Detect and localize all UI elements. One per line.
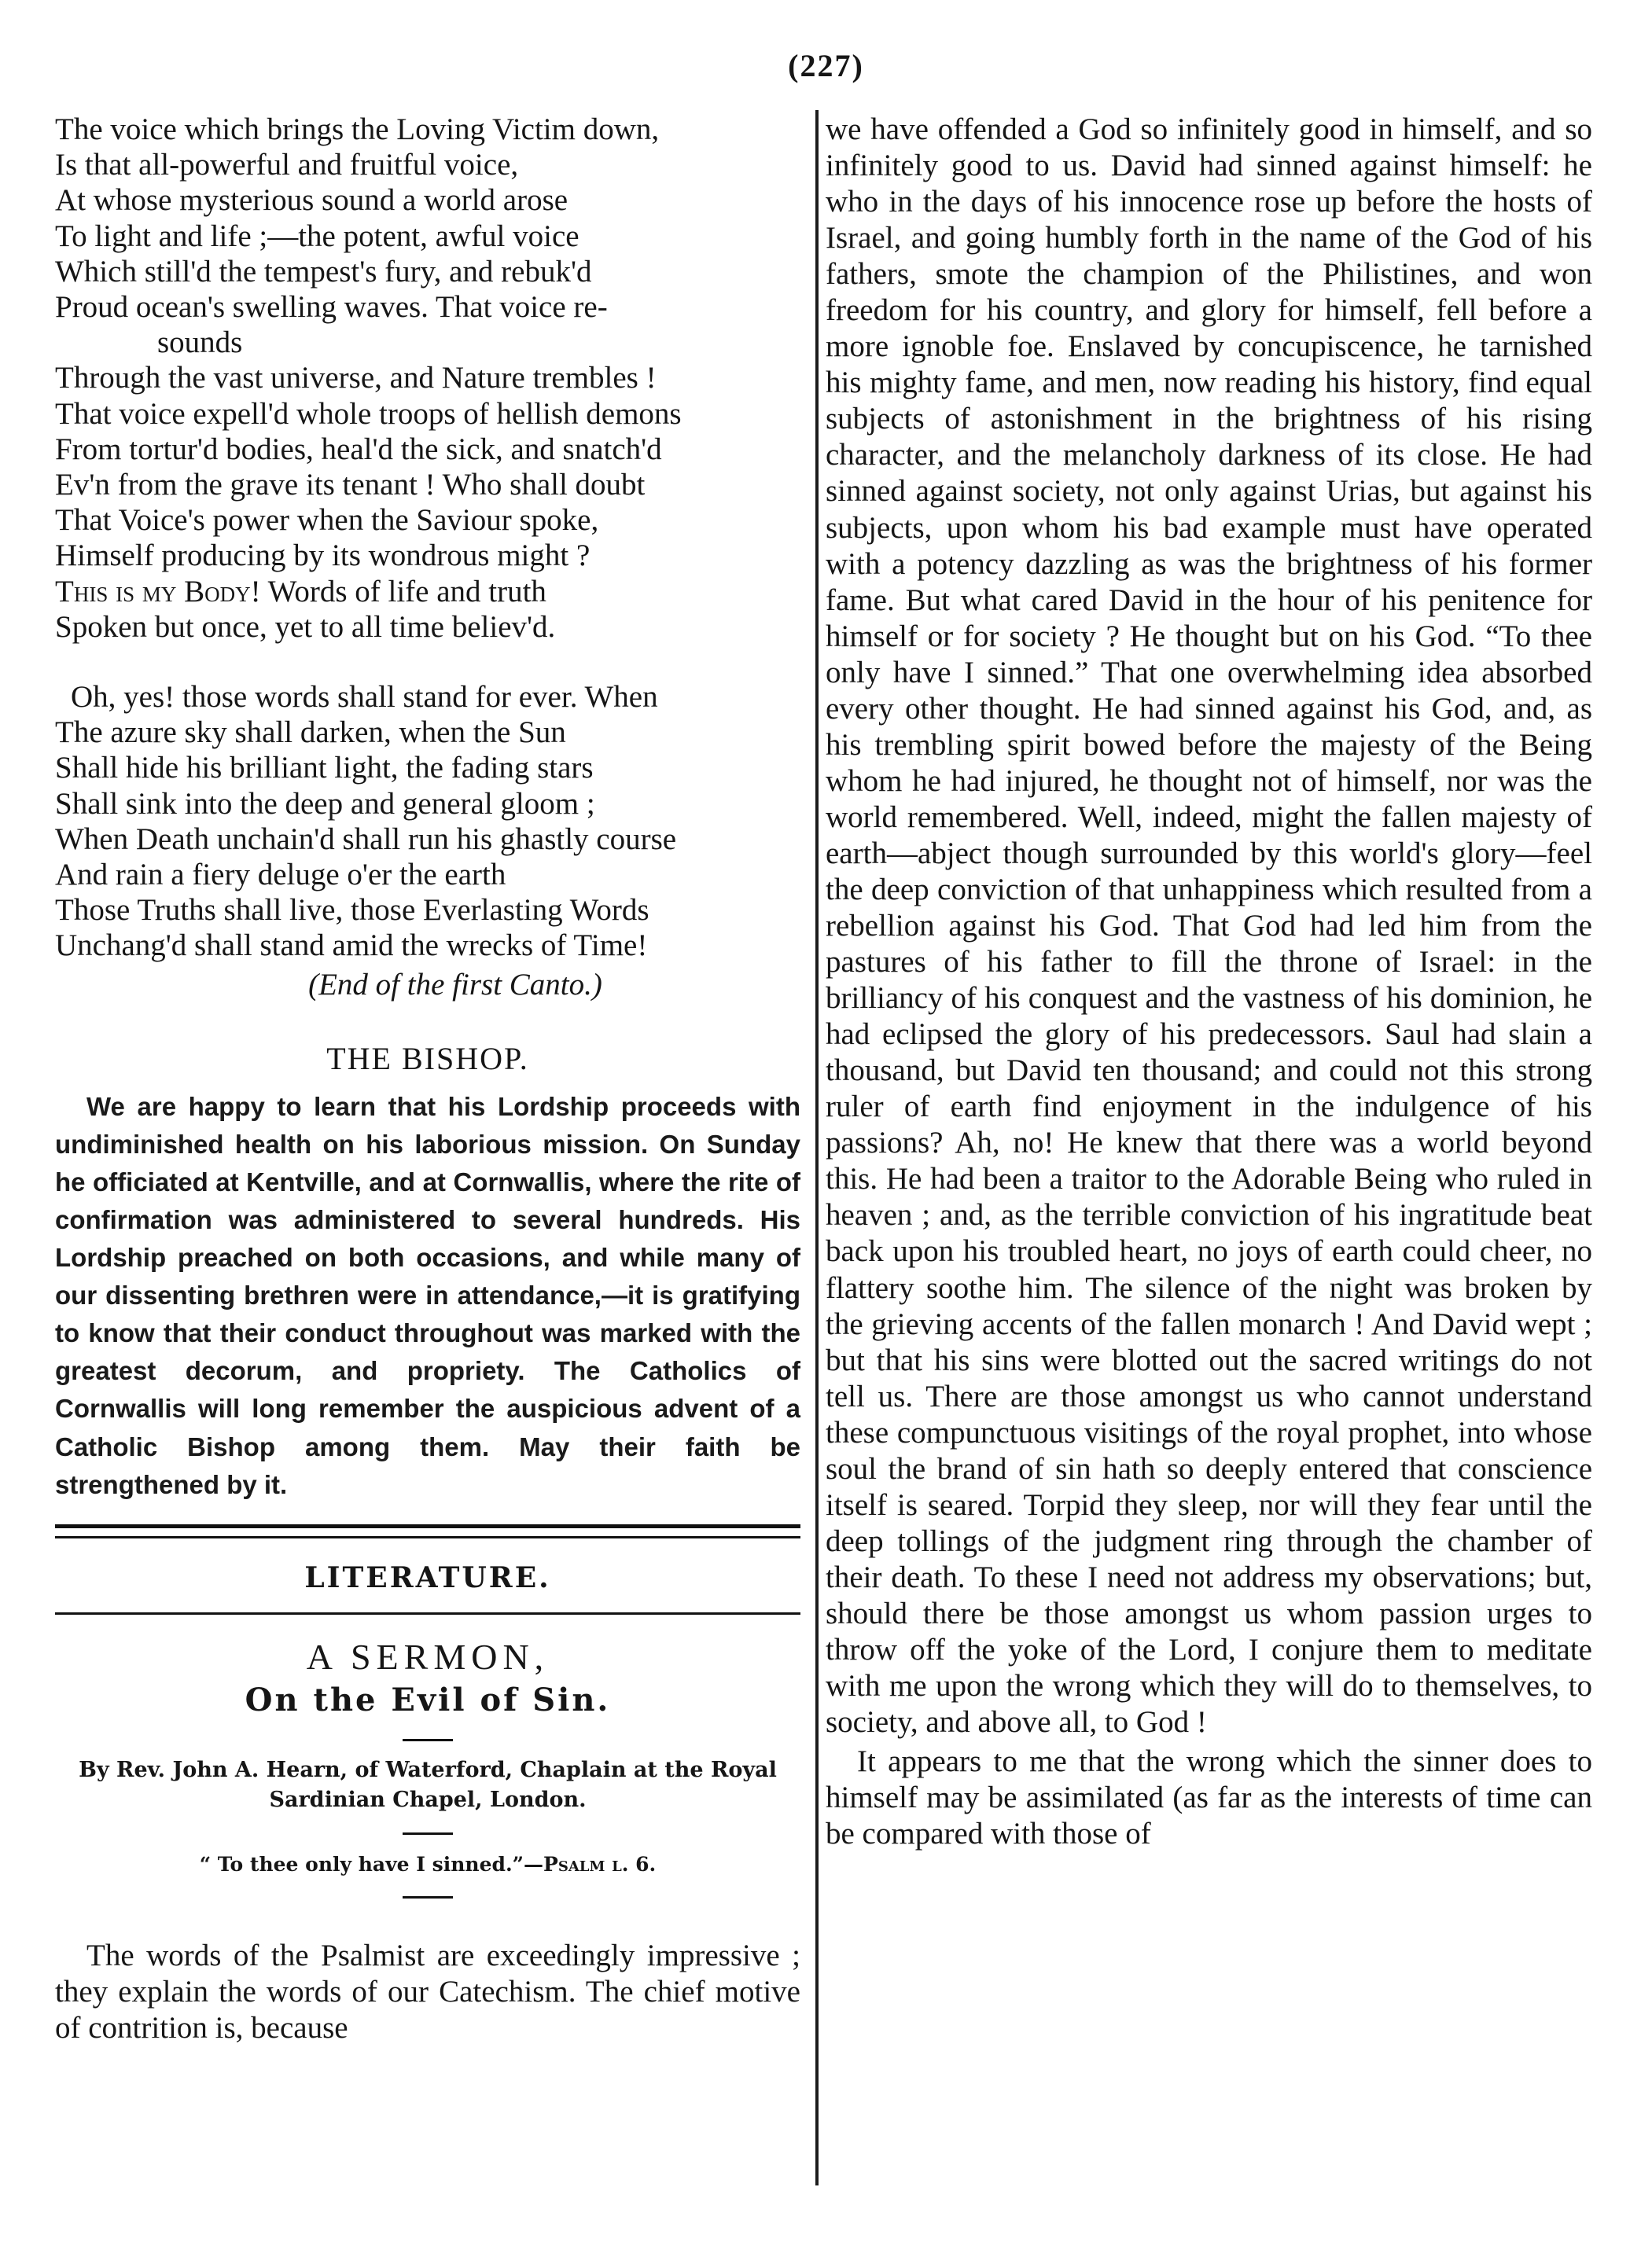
poem-line (55, 574, 800, 609)
poem-stanza-2 (55, 679, 800, 964)
poem-line: sounds (157, 325, 243, 360)
poem-line: Those Truths shall live, those Everlasting Words (55, 893, 649, 928)
literature-heading: LITERATURE. (304, 1560, 551, 1594)
poem-line: To light and life ;—the potent, awful voice (55, 219, 579, 253)
epigraph-reference: Psalm l. 6. (543, 1852, 657, 1876)
poem-line: Through the vast universe, and Nature trembles ! (55, 361, 657, 395)
poem-line: That Voice's power when the Saviour spoke, (55, 503, 599, 538)
epigraph-quote: “ To thee only have I sinned.”— (199, 1852, 544, 1876)
poem-line: Unchang'd shall stand amid the wrecks of Time! (55, 928, 648, 963)
sermon-byline: By Rev. John A. Hearn, of Waterford, Chaplain at the Royal Sardinian Chapel, London. (79, 1757, 777, 1812)
poem-line: Spoken but once, yet to all time believ'd. (55, 609, 556, 644)
canto-end-note: (End of the first Canto.) (308, 967, 602, 1002)
poem-line: Shall hide his brilliant light, the fading stars (55, 751, 594, 785)
heading-rule (55, 1612, 800, 1615)
poem-line: That voice expell'd whole troops of hellish demons (55, 396, 682, 431)
sermon-paragraph: we have offended a God so infinitely good in himself, and so infinitely good to us. David had sinned against himself: he who in the days of his innocence rose up before the hosts of Israel, and going humbly forth in the name of the God of his fathers, smote the champion of the Philistines, and won freedom for his country, and glory for himself, fell before a more ignoble foe. Enslaved by concupiscence, he tarnished his mighty fame, and men, now reading his history, find equal subjects of astonishment in the brightness of his rising character, and the melancholy darkness of its close. He had sinned against society, not only against Urias, but against his subjects, upon whom his bad example must have operated with a potency dazzling as was the brightness of his former fame. But what cared David in the hour of his penitence for himself or for society ? He thought but on his God. “To thee only have I sinned.” That one overwhelming idea absorbed every other thought. He had sinned against his God, and, as his trembling spirit bowed before the majesty of the Being whom he had injured, he thought not of himself, nor was the world remembered. Well, indeed, might the fallen majesty of earth—abject though surrounded by this world's glory—feel the deep conviction of that unhappiness which resulted from a rebellion against his God. That God had led him from the pastures of his father to fill the throne of Israel: in the brilliancy of his conquest and the vastness of his dominion, he had eclipsed the glory of his predecessors. Saul had slain a thousand, but David ten thousand; and could not this strong ruler of earth find enjoyment in the indulgence of his passions? Ah, no! He knew that there was a world beyond this. He had been a traitor to the Adorable Being who ruled in heaven ; and, as the terrible conviction of his ingratitude beat back upon his troubled heart, no joys of earth could cheer, no flattery soothe him. The silence of the night was broken by the grieving accents of the fallen monarch ! And David wept ; but that his sins were blotted out the sacred writings do not tell us. There are those amongst us who cannot understand these compunctuous visitings of the royal prophet, into whose soul the brand of sin hath so deeply entered that conscience itself is seared. Torpid they sleep, nor will they fear until the deep tollings of the judgment ring through the chamber of their death. To these I need not address my observations; but, should there be those amongst us whom passion urges to throw off the yoke of the Lord, I conjure them to meditate with me upon the wrong which they will do to themselves, to society, and above all, to God ! (826, 112, 1592, 1740)
sermon-epigraph (55, 1851, 800, 1879)
poem-line-rest: Words of life and truth (260, 574, 546, 608)
bishop-heading: THE BISHOP. (326, 1040, 529, 1076)
sermon-opening: The words of the Psalmist are exceedingly impressive ; they explain the words of our Catechism. The chief motive of contrition is, because (55, 1938, 800, 2045)
poem-line: At whose mysterious sound a world arose (55, 183, 568, 218)
sermon-paragraph: It appears to me that the wrong which the sinner does to himself may be assimilated (as far as the interests of time can be compared with those of (826, 1744, 1592, 1851)
poem-line: Which still'd the tempest's fury, and rebuk'd (55, 254, 592, 289)
poem-line: When Death unchain'd shall run his ghastly course (55, 822, 677, 856)
poem-line: From tortur'd bodies, heal'd the sick, and snatch'd (55, 432, 662, 466)
short-rule (403, 1739, 453, 1741)
page-number: (227) (788, 48, 864, 83)
poem-line: Proud ocean's swelling waves. That voice re- (55, 290, 608, 325)
poem-emphasis: This is my Body! (55, 574, 261, 608)
stanza-gap (55, 645, 800, 679)
poem-line: Oh, yes! those words shall stand for ever. When (71, 680, 658, 715)
sermon-title: A SERMON, (306, 1636, 550, 1677)
poem (55, 112, 800, 1003)
poem-line: Is that all-powerful and fruitful voice, (55, 148, 519, 182)
poem-line: The voice which brings the Loving Victim down, (55, 112, 660, 146)
poem-line: Ev'n from the grave its tenant ! Who shall doubt (55, 468, 646, 502)
poem-line: Himself producing by its wondrous might ? (55, 539, 591, 573)
bishop-paragraph: We are happy to learn that his Lordship proceeds with undiminished health on his laborious mission. On Sunday he officiated at Kentville, and at Cornwallis, where the rite of confirmation was administered to several hundreds. His Lordship preached on both occasions, and while many of our dissenting brethren were in attendance,—it is gratifying to know that their conduct throughout was marked with the greatest decorum, and propriety. The Catholics of Cornwallis will long remember the auspicious advent of a Catholic Bishop among them. May their faith be strengthened by it. (55, 1091, 800, 1499)
poem-line: Shall sink into the deep and general gloom ; (55, 786, 595, 821)
short-rule (403, 1832, 453, 1835)
sermon-subtitle: On the Evil of Sin. (245, 1681, 611, 1718)
column-divider (815, 110, 819, 2185)
right-column (826, 112, 1592, 1852)
left-column (55, 112, 800, 2046)
poem-line: The azure sky shall darken, when the Sun (55, 715, 566, 750)
poem-line: And rain a fiery deluge o'er the earth (55, 858, 506, 892)
poem-stanza-1 (55, 112, 800, 645)
section-divider (55, 1524, 800, 1538)
short-rule (403, 1896, 453, 1899)
